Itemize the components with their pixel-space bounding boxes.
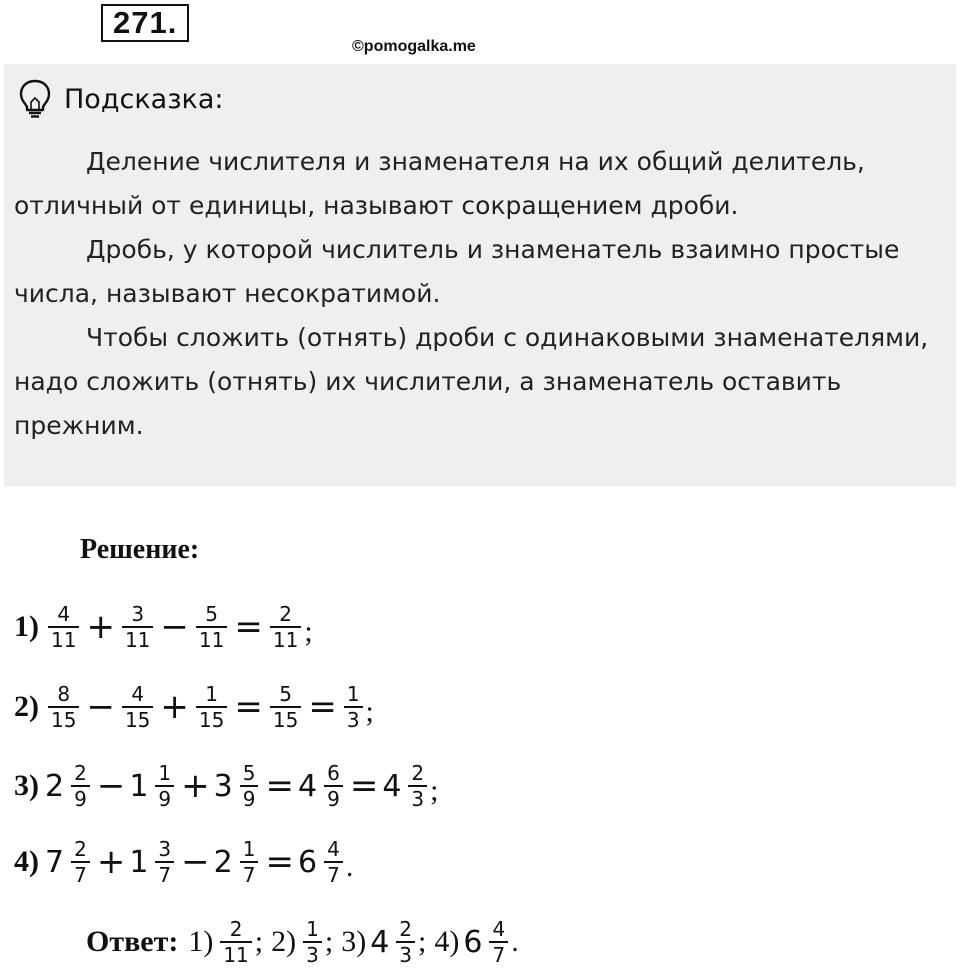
operator: = bbox=[308, 687, 337, 727]
solution-line-2 bbox=[14, 677, 374, 737]
line-number: 1) bbox=[14, 610, 39, 643]
fraction-numerator: 3 bbox=[158, 837, 172, 861]
solution-title: Решение: bbox=[80, 534, 200, 565]
operator: − bbox=[160, 607, 189, 647]
solution-line-1 bbox=[14, 597, 313, 657]
whole-part: 2 bbox=[213, 844, 233, 880]
answer-item bbox=[341, 917, 426, 967]
whole-part: 7 bbox=[45, 844, 65, 880]
fraction-numerator: 2 bbox=[229, 917, 243, 941]
hint-paragraph: Деление числителя и знаменателя на их общий делитель, отличный от единицы, называют сокращением дроби. bbox=[14, 147, 865, 220]
hint-paragraph: Дробь, у которой числитель и знаменатель взаимно простые числа, называют несократимой. bbox=[14, 235, 900, 308]
fraction-denominator: 11 bbox=[272, 628, 299, 652]
whole-part: 4 bbox=[382, 768, 402, 804]
answer-end: ; bbox=[418, 925, 427, 958]
fraction-numerator: 5 bbox=[242, 761, 256, 785]
fraction-denominator: 15 bbox=[124, 708, 151, 732]
fraction bbox=[196, 682, 227, 732]
operator: + bbox=[96, 842, 126, 882]
fraction-numerator: 2 bbox=[74, 837, 87, 861]
fraction-numerator: 4 bbox=[327, 837, 340, 861]
hint-paragraph: Чтобы сложить (отнять) дроби с одинаковыми знаменателями, надо сложить (отнять) их числители, а знаменатель оставить прежним. bbox=[14, 323, 929, 440]
fraction-numerator: 2 bbox=[74, 761, 87, 785]
fraction-numerator: 1 bbox=[346, 682, 360, 706]
solution-line-3 bbox=[14, 756, 438, 816]
fraction bbox=[220, 917, 251, 967]
fraction-denominator: 3 bbox=[411, 787, 425, 811]
fraction-denominator: 15 bbox=[51, 708, 77, 732]
task-number: 271. bbox=[101, 4, 189, 42]
fraction bbox=[155, 761, 174, 811]
fraction-denominator: 7 bbox=[492, 943, 506, 967]
hint-box bbox=[4, 64, 956, 486]
fraction-denominator: 3 bbox=[399, 943, 413, 967]
fraction-numerator: 6 bbox=[327, 761, 340, 785]
operator: = bbox=[265, 842, 294, 882]
fraction bbox=[48, 602, 79, 652]
fraction bbox=[270, 602, 301, 652]
fraction-denominator: 11 bbox=[198, 628, 225, 652]
operator: + bbox=[160, 687, 189, 727]
fraction-denominator: 11 bbox=[51, 628, 77, 652]
answer-item bbox=[271, 917, 333, 967]
fraction-numerator: 1 bbox=[205, 682, 218, 706]
line-number: 2) bbox=[14, 690, 39, 723]
fraction-denominator: 7 bbox=[242, 863, 256, 887]
line-end: . bbox=[345, 850, 354, 883]
line-end: ; bbox=[430, 774, 439, 807]
answer-index: 1) bbox=[188, 925, 214, 958]
fraction-denominator: 7 bbox=[158, 863, 172, 887]
fraction-denominator: 3 bbox=[306, 943, 319, 967]
operator: = bbox=[234, 607, 263, 647]
fraction-denominator: 7 bbox=[74, 863, 87, 887]
fraction bbox=[489, 917, 508, 967]
hint-text bbox=[14, 140, 944, 448]
fraction-denominator: 7 bbox=[327, 863, 340, 887]
fraction-numerator: 4 bbox=[57, 602, 71, 626]
whole-part: 1 bbox=[129, 844, 149, 880]
fraction-denominator: 9 bbox=[158, 787, 172, 811]
fraction-numerator: 2 bbox=[279, 602, 292, 626]
fraction bbox=[48, 682, 79, 732]
fraction bbox=[240, 837, 259, 887]
answer-index: 4) bbox=[434, 925, 460, 958]
operator: − bbox=[96, 766, 126, 806]
fraction-numerator: 2 bbox=[411, 761, 425, 785]
operator: = bbox=[265, 766, 294, 806]
fraction bbox=[71, 761, 90, 811]
fraction-numerator: 4 bbox=[492, 917, 506, 941]
fraction-denominator: 15 bbox=[198, 708, 225, 732]
fraction bbox=[240, 761, 259, 811]
operator: = bbox=[234, 687, 263, 727]
answer-index: 2) bbox=[271, 925, 297, 958]
whole-part: 1 bbox=[129, 768, 149, 804]
answer-label: Ответ: bbox=[86, 925, 179, 958]
lightbulb-icon bbox=[18, 78, 52, 118]
operator: − bbox=[181, 842, 210, 882]
fraction-denominator: 15 bbox=[272, 708, 299, 732]
fraction bbox=[408, 761, 427, 811]
operator: − bbox=[86, 687, 115, 727]
answer-items bbox=[188, 917, 526, 967]
line-number: 3) bbox=[14, 769, 39, 802]
fraction bbox=[396, 917, 415, 967]
fraction bbox=[155, 837, 174, 887]
fraction-denominator: 11 bbox=[124, 628, 151, 652]
operator: = bbox=[349, 766, 379, 806]
whole-part: 3 bbox=[213, 768, 233, 804]
fraction-numerator: 4 bbox=[131, 682, 145, 706]
fraction bbox=[122, 602, 153, 652]
line-end: ; bbox=[304, 615, 313, 648]
fraction bbox=[270, 682, 301, 732]
fraction-numerator: 8 bbox=[57, 682, 71, 706]
fraction-numerator: 5 bbox=[279, 682, 292, 706]
whole-part: 2 bbox=[45, 768, 65, 804]
line-end: ; bbox=[365, 695, 374, 728]
whole-part: 4 bbox=[297, 768, 318, 804]
answer-item bbox=[188, 917, 263, 967]
whole-part: 6 bbox=[463, 924, 483, 960]
watermark: ©pomogalka.me bbox=[352, 38, 476, 55]
answer-index: 3) bbox=[341, 925, 367, 958]
fraction-numerator: 1 bbox=[306, 917, 319, 941]
fraction-denominator: 9 bbox=[242, 787, 256, 811]
fraction bbox=[122, 682, 153, 732]
hint-title: Подсказка: bbox=[64, 84, 224, 115]
line-number: 4) bbox=[14, 845, 39, 878]
fraction-denominator: 3 bbox=[346, 708, 360, 732]
fraction-numerator: 5 bbox=[205, 602, 218, 626]
operator: + bbox=[181, 766, 210, 806]
fraction-numerator: 1 bbox=[158, 761, 172, 785]
answer-item bbox=[434, 917, 518, 967]
fraction bbox=[303, 917, 322, 967]
fraction-numerator: 3 bbox=[131, 602, 145, 626]
fraction-denominator: 9 bbox=[74, 787, 87, 811]
solution-line-4 bbox=[14, 832, 353, 892]
fraction bbox=[71, 837, 90, 887]
fraction bbox=[324, 761, 343, 811]
fraction bbox=[344, 682, 363, 732]
fraction bbox=[196, 602, 227, 652]
answer-end: ; bbox=[254, 925, 264, 958]
fraction-denominator: 11 bbox=[223, 943, 249, 967]
fraction-numerator: 1 bbox=[242, 837, 256, 861]
fraction bbox=[324, 837, 343, 887]
answer-end: ; bbox=[324, 925, 334, 958]
whole-part: 4 bbox=[370, 924, 390, 960]
fraction-numerator: 2 bbox=[399, 917, 413, 941]
answer-end: . bbox=[511, 925, 519, 958]
operator: + bbox=[86, 607, 115, 647]
whole-part: 6 bbox=[297, 844, 318, 880]
answer-line bbox=[86, 910, 527, 974]
fraction-denominator: 9 bbox=[327, 787, 340, 811]
